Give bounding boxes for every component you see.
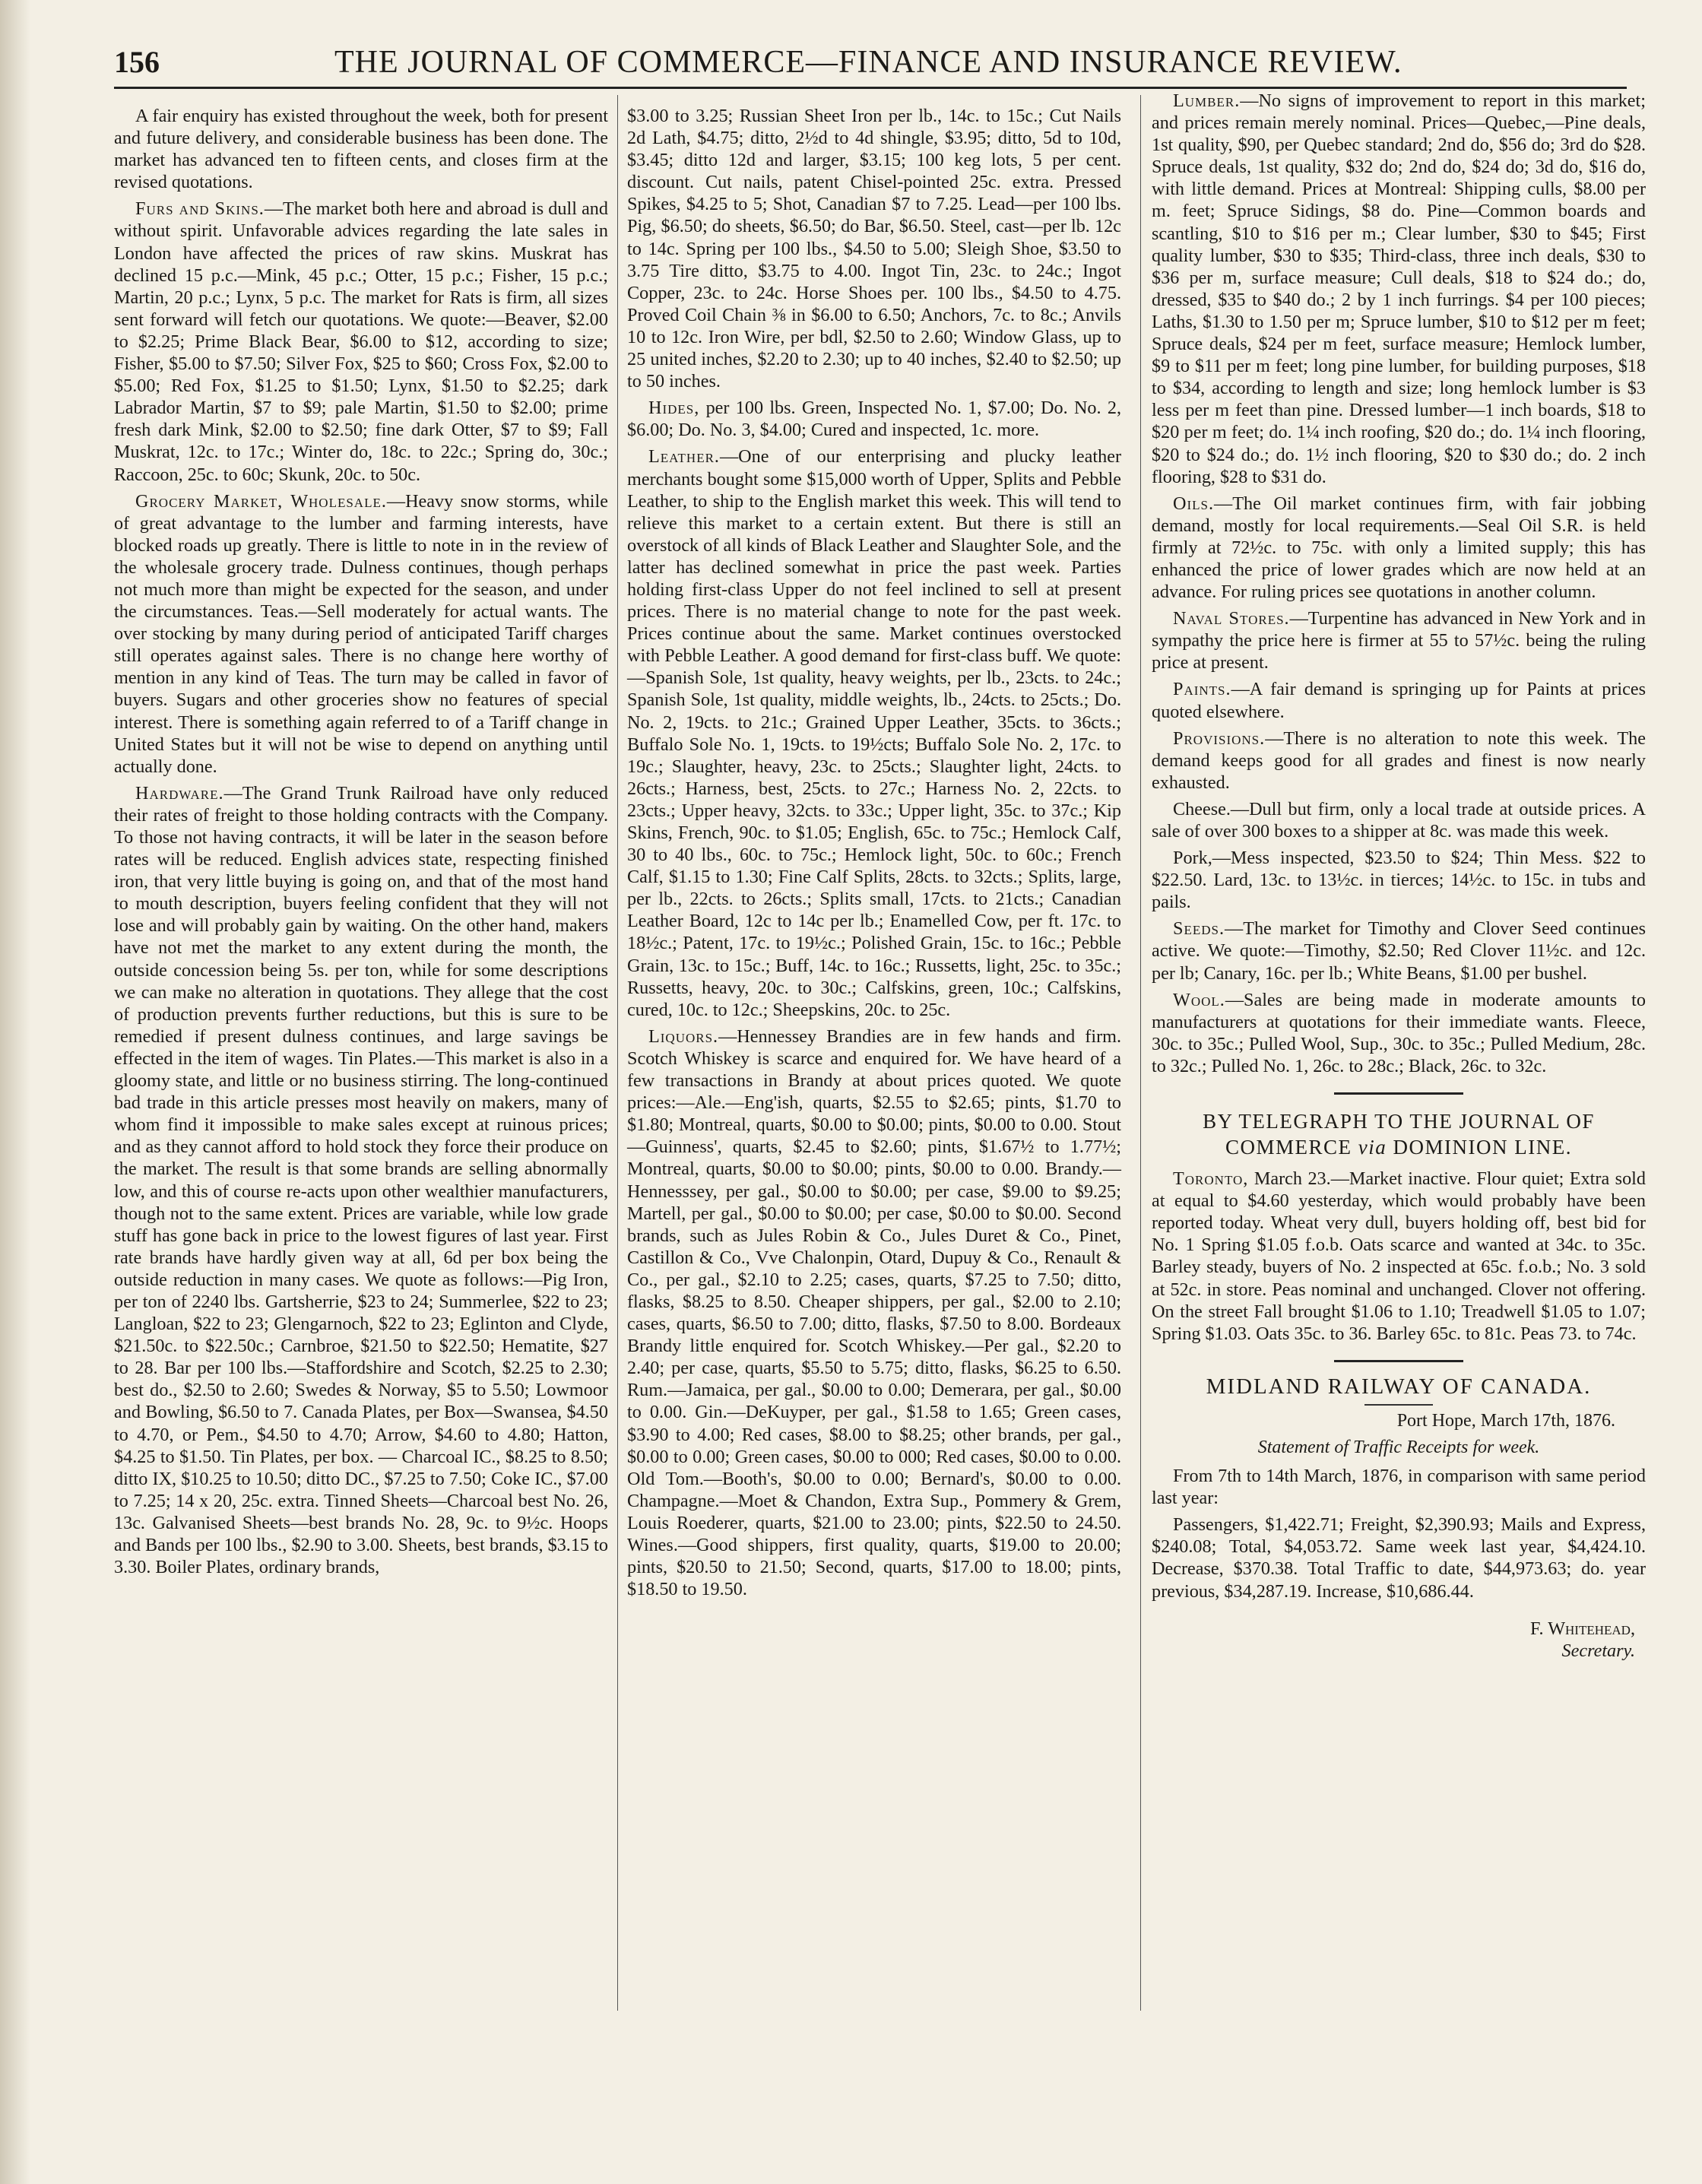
- seeds-text: —The market for Timothy and Clover Seed continues active. We quote:—Timothy, $2.50; Red Clover 11½c. and 12c. per lb; Canary, 16c. per lb.; White Beans, $1.00 per bushel.: [1152, 918, 1646, 984]
- pork-paragraph: Pork,—Mess inspected, $23.50 to $24; Thin Mess. $22 to $22.50. Lard, 13c. to 13½c. in tierces; 14½c. to 15c. in tubs and pails.: [1152, 848, 1646, 913]
- wool-heading: Wool.: [1173, 989, 1225, 1010]
- telegraph-heading: [1152, 1108, 1646, 1160]
- oils-text: —The Oil market continues firm, with fair jobbing demand, mostly for local requirements.—Seal Oil S.R. is held firmly at 72½c. to 75c. with only a limited supply; this has enhanced the price of lower grades which are now held at an advance. For ruling prices see quotations in another column.: [1152, 493, 1646, 603]
- lumber-heading: Lumber.: [1173, 90, 1241, 111]
- naval-stores-text: —Turpentine has advanced in New York and in sympathy the price here is firmer at 55 to 57½c. being the ruling price at present.: [1152, 608, 1646, 674]
- column-left: [114, 105, 608, 1583]
- signature-role: Secretary.: [1561, 1640, 1635, 1661]
- grocery-heading: Grocery Market, Wholesale.: [135, 490, 387, 512]
- column-divider-2: [1140, 95, 1141, 2011]
- furs-text: —The market both here and abroad is dull and without spirit. Unfavorable advices regarding the late sales in London have affected the prices of raw skins. Muskrat has declined 15 p.c.—Mink, 45 p.c.; Otter, 15 p.c.; Fisher, 15 p.c.; Martin, 20 p.c.; Lynx, 5 p.c. The market for Rats is firm, all sizes sent forward will fetch our quotations. We quote:—Beaver, $2.00 to $2.25; Prime Black Bear, $6.00 to $12, according to size; Fisher, $5.00 to $7.50; Silver Fox, $25 to $60; Cross Fox, $2.00 to $5.00; Red Fox, $1.25 to $1.50; Lynx, $1.50 to $2.25; dark Labrador Martin, $7 to $9; pale Martin, $1.50 to $2.00; prime fresh dark Mink, $2.00 to $2.50; fine dark Otter, $7 to $9; Fall Muskrat, 12c. to 17c.; Winter do, 18c. to 22c.; Spring do, 30c.; Raccoon, 25c. to 60c; Skunk, 20c. to 50c.: [114, 198, 608, 485]
- hardware-text: —The Grand Trunk Railroad have only reduced their rates of freight to those holding contracts with the Company. To those not having contracts, it will be later in the season before rates will be reduced. English advices state, respecting finished iron, that very little buying is going on, and that of the most hand to mouth description, buyers feeling confident that they will not lose and will probably gain by waiting. On the other hand, makers have not met the market to any extent during the month, the outside concession being 5s. per ton, while for some descriptions we can make no alteration in quotations. They allege that the cost of production prevents further reductions, but this is sure to be remedied if present dulness continues, and large savings be effected in the item of wages. Tin Plates.—This market is also in a gloomy state, and little or no business stirring. The long-continued bad trade in this article presses most heavily on makers, many of whom find it impossible to make sales except at ruinous prices; and as they cannot afford to hold stock they force their produce on the market. The result is that some brands are selling abnormally low, and this of course re-acts upon other wealthier manufacturers, though not to the same extent. Prices are variable, while low grade stuff has gone back in price to the lowest figures of last year. First rate brands have hardly given way at all, 6d per box being the outside reduction in many cases. We quote as follows:—Pig Iron, per ton of 2240 lbs. Gartsherrie, $23 to 24; Summerlee, $22 to 23; Langloan, $22 to 23; Glengarnoch, $22 to 23; Eglinton and Clyde, $21.50c. to $22.50c.; Carnbroe, $21.50 to $22.50; Hematite, $27 to 28. Bar per 100 lbs.—Staffordshire and Scotch, $2.25 to 2.30; best do., $2.50 to 2.60; Swedes & Norway, $5 to 5.50; Lowmoor and Bowling, $6.50 to 7. Canada Plates, per Box—Swansea, $4.50 to 4.70, or Pem., $4.50 to 4.70; Arrow, $4.60 to 4.80; Hatton, $4.25 to $1.50. Tin Plates, per box. — Charcoal IC., $8.25 to 8.50; ditto IX, $10.25 to 10.50; ditto DC., $7.25 to 7.50; Coke IC., $7.00 to 7.25; 14 x 20, 25c. extra. Tinned Sheets—Charcoal best No. 26, 13c. Galvanised Sheets—best brands No. 28, 9c. to 9½c. Hoops and Bands per 100 lbs., $2.90 to 3.00. Sheets, best brands, $3.15 to 3.30. Boiler Plates, ordinary brands,: [114, 782, 608, 1578]
- cheese-paragraph: Cheese.—Dull but firm, only a local trade at outside prices. A sale of over 300 boxes to a shipper at 8c. was made this week.: [1152, 798, 1646, 842]
- hardware-continued-paragraph: $3.00 to 3.25; Russian Sheet Iron per lb., 14c. to 15c.; Cut Nails 2d Lath, $4.75; ditto, 2½d to 4d shingle, $3.95; ditto, 5d to 10d, $3.45; ditto 12d and larger, $3.15; 100 keg lots, 5 per cent. discount. Cut nails, patent Chisel-pointed 25c. extra. Pressed Spikes, $4.25 to 5; Shot, Canadian $7 to 7.25. Lead—per 100 lbs. Pig, $6.50; do sheets, $6.50; do Bar, $6.50. Steel, cast—per lb. 12c to 14c. Spring per 100 lbs., $4.50 to 5.00; Sleigh Shoe, $3.50 to 3.75 Tire ditto, $3.75 to 4.00. Ingot Tin, 23c. to 24c.; Ingot Copper, 23c. to 24c. Horse Shoes per. 100 lbs., $4.50 to 4.75. Proved Coil Chain ⅜ in $6.00 to 6.50; Anchors, 7c. to 8c.; Anvils 10 to 12c. Iron Wire, per bdl, $2.50 to 2.60; Window Glass, up to 25 united inches, $2.20 to 2.30; up to 40 inches, $2.40 to $2.50; up to 50 inches.: [627, 106, 1121, 392]
- wool-paragraph: [1152, 989, 1646, 1077]
- column-right: [1152, 90, 1646, 1662]
- midland-dateline: Port Hope, March 17th, 1876.: [1396, 1410, 1615, 1431]
- midland-railway-title: MIDLAND RAILWAY OF CANADA.: [1206, 1374, 1592, 1399]
- hides-text: per 100 lbs. Green, Inspected No. 1, $7.00; Do. No. 2, $6.00; Do. No. 3, $4.00; Cured and inspected, 1c. more.: [627, 398, 1121, 441]
- seeds-heading: Seeds.: [1173, 918, 1225, 940]
- grocery-text: —Heavy snow storms, while of great advantage to the lumber and farming interests, have blocked roads up greatly. There is little to note in in the review of the wholesale grocery trade. Dulness continues, though perhaps not much more than might be expected for the season, and under the circumstances. Teas.—Sell moderately for actual wants. The over stocking by many during period of anticipated Tariff charges still operates against sales. There is no change here worthy of mention in any kind of Teas. The turn may be called in favor of buyers. Sugars and other groceries show no features of special interest. There is something again referred to of a Tariff change in United States but it will not be wise to depend on anything until actually done.: [114, 490, 608, 777]
- hardware-paragraph: [114, 782, 608, 1578]
- paints-paragraph: [1152, 678, 1646, 722]
- column-middle: [627, 105, 1121, 1605]
- hardware-heading: Hardware.: [135, 782, 224, 804]
- telegraph-heading-line1: BY TELEGRAPH TO THE JOURNAL OF: [1203, 1110, 1595, 1133]
- furs-heading: Furs and Skins.: [135, 198, 265, 220]
- midland-period: From 7th to 14th March, 1876, in comparison with same period last year:: [1152, 1466, 1646, 1509]
- leather-heading: Leather.: [648, 446, 720, 468]
- telegraph-heading-commerce: COMMERCE: [1225, 1136, 1358, 1159]
- provisions-heading: Provisions.: [1173, 727, 1266, 749]
- naval-stores-paragraph: [1152, 607, 1646, 674]
- toronto-text: March 23.—Market inactive. Flour quiet; Extra sold at equal to $4.60 yesterday, which would probably have been reported today. Wheat very dull, buyers holding off, best bid for No. 1 Spring $1.05 f.o.b. Oats scarce and wanted at 34c. to 35c. Barley steady, buyers of No. 2 inspected at 65c. f.o.b.; No. 3 sold at 52c. in store. Peas nominal and unchanged. Clover not offering. On the street Fall brought $1.06 to 1.10; Treadwell $1.05 to 1.07; Spring $1.03. Oats 35c. to 36. Barley 65c. to 81c. Peas 73. to 74c.: [1152, 1168, 1646, 1344]
- hides-heading: Hides,: [648, 398, 700, 419]
- naval-stores-heading: Naval Stores.: [1173, 608, 1290, 629]
- liquors-paragraph: [627, 1025, 1121, 1600]
- hides-paragraph: [627, 397, 1121, 441]
- column-divider-1: [617, 95, 618, 2011]
- oils-heading: Oils.: [1173, 493, 1215, 514]
- lumber-paragraph: [1152, 90, 1646, 488]
- toronto-heading: Toronto,: [1173, 1168, 1249, 1190]
- seeds-paragraph: [1152, 918, 1646, 984]
- midland-rule: [1364, 1404, 1433, 1406]
- liquors-text: —Hennessey Brandies are in few hands and firm. Scotch Whiskey is scarce and enquired for. We have heard of a few transactions in Brandy at about prices quoted. We quote prices:—Ale.—Eng'ish, quarts, $2.55 to $2.65; pints, $1.70 to $1.80; Montreal, quarts, $0.00 to $0.00; pints, $0.00 to 0.00. Stout—Guinness', quarts, $2.45 to $2.60; pints, $1.67½ to 1.77½; Montreal, quarts, $0.00 to $0.00; pints, $0.00 to 0.00. Brandy.—Hennesssey, per gal., $0.00 to $0.00; per case, $9.00 to $9.25; Martell, per gal., $0.00 to $0.00; per case, $0.00 to $0.00. Second brands, such as Jules Robin & Co., Jules Duret & Co., Pinet, Castillon & Co., Vve Chalonpin, Otard, Dupuy & Co., Renault & Co., per gal., $2.10 to 2.25; cases, quarts, $7.25 to 7.50; ditto, flasks, $8.25 to 8.50. Cheaper shippers, per gal., $2.00 to 2.10; cases, quarts, $6.50 to 7.00; ditto, flasks, $7.50 to 8.00. Bordeaux Brandy little enquired for. Scotch Whiskey.—Per gal., $2.20 to 2.40; per case, quarts, $5.50 to 5.75; ditto, flasks, $6.25 to 6.50. Rum.—Jamaica, per gal., $0.00 to 0.00; Demerara, per gal., $0.00 to 0.00. Gin.—DeKuyper, per gal., $1.58 to 1.65; Green cases, $3.90 to 4.00; Red cases, $8.00 to $8.25; other brands, per gal., $0.00 to 0.00; Green cases, $0.00 to 000; Red cases, $0.00 to 0.00. Old Tom.—Booth's, $0.00 to 0.00; Bernard's, $0.00 to 0.00. Champagne.—Moet & Chandon, Extra Sup., Pommery & Grem, Louis Roederer, quarts, $21.00 to 23.00; pints, $22.50 to 24.50. Wines.—Good shippers, first quality, quarts, $19.00 to 20.00; pints, $20.50 to 21.50; Second, quarts, $17.00 to 18.00; pints, $18.50 to 19.50.: [627, 1025, 1121, 1600]
- grocery-paragraph: [114, 490, 608, 778]
- furs-paragraph: [114, 198, 608, 485]
- paints-heading: Paints.: [1173, 679, 1231, 700]
- leather-paragraph: [627, 445, 1121, 1020]
- liquors-heading: Liquors.: [648, 1025, 719, 1047]
- midland-figures: Passengers, $1,422.71; Freight, $2,390.93; Mails and Express, $240.08; Total, $4,053.72. Same week last year, $4,424.10. Decrease, $370.38. Total Traffic to date, $44,973.63; do. year previous, $34,287.19. Increase, $10,686.44.: [1152, 1514, 1646, 1602]
- market-intro-paragraph: A fair enquiry has existed throughout the week, both for present and future delivery, and considerable business has been done. The market has advanced ten to fifteen cents, and closes firm at the revised quotations.: [114, 106, 608, 193]
- oils-paragraph: [1152, 493, 1646, 603]
- telegraph-heading-via: via: [1358, 1136, 1387, 1159]
- telegraph-heading-line: DOMINION LINE.: [1387, 1136, 1572, 1159]
- midland-statement-title: Statement of Traffic Receipts for week.: [1257, 1437, 1540, 1457]
- toronto-report-paragraph: [1152, 1168, 1646, 1345]
- provisions-paragraph: [1152, 727, 1646, 794]
- wool-text: —Sales are being made in moderate amounts to manufacturers at quotations for their immediate wants. Fleece, 30c. to 35c.; Pulled Wool, Sup., 30c. to 35c.; Pulled Medium, 28c. to 32c.; Pulled No. 1, 26c. to 28c.; Black, 26c. to 32c.: [1152, 989, 1646, 1076]
- leather-text: —One of our enterprising and plucky leather merchants bought some $15,000 worth of Upper, Splits and Pebble Leather, to ship to the English market this week. This will tend to relieve this market to a certain extent. But there is still an overstock of all kinds of Black Leather and Slaughter Sole, and the latter has declined somewhat in price the past week. Parties holding first-class Upper do not feel inclined to sell at present prices. There is no material change to note for the past week. Prices continue about the same. Market continues overstocked with Pebble Leather. A good demand for first-class buff. We quote:—Spanish Sole, 1st quality, heavy weights, per lb., 23cts. to 24c.; Spanish Sole, 1st quality, middle weights, lb., 24cts. to 25cts.; Do. No. 2, 19cts. to 21c.; Grained Upper Leather, 35cts. to 36cts.; Buffalo Sole No. 1, 19cts. to 19½cts; Buffalo Sole No. 2, 17c. to 19c.; Slaughter, heavy, 23c. to 25cts.; Slaughter light, 24cts. to 26cts.; Harness, best, 25cts. to 27c.; Harness No. 2, 22cts. to 23cts.; Upper heavy, 32cts. to 33c.; Upper light, 35c. to 37c.; Kip Skins, French, 90c. to $1.05; English, 65c. to 75c.; Hemlock Calf, 30 to 40 lbs., 60c. to 75c.; Hemlock light, 50c. to 60c.; French Calf, $1.15 to 1.30; Fine Calf Splits, 28cts. to 32cts.; Splits, large, per lb., 22cts. to 26cts.; Splits small, 17cts. to 21cts.; Canadian Leather Board, 12c to 14c per lb.; Enamelled Cow, per ft. 17c. to 18½c.; Patent, 17c. to 19½c.; Polished Grain, 15c. to 16c.; Pebble Grain, 13c. to 15c.; Buff, 14c. to 16c.; Russetts, light, 25c. to 35c.; Russetts, heavy, 20c. to 30c.; Calfskins, green, 10c.; Calfskins, cured, 10c. to 12c.; Sheepskins, 20c. to 25c.: [627, 446, 1121, 1020]
- paints-text: —A fair demand is springing up for Paints at prices quoted elsewhere.: [1152, 679, 1646, 722]
- lumber-text: —No signs of improvement to report in this market; and prices remain merely nominal. Prices—Quebec,—Pine deals, 1st quality, $90, per Quebec standard; 2nd do, $56 do; 3rd do $28. Spruce deals, 1st quality, $32 do; 2nd do, $24 do; 3d do, $16 do, with little demand. Prices at Montreal: Shipping culls, $8.00 per m. feet; Spruce Sidings, $8 do. Pine—Common boards and scantling, $10 to $16 per m.; Clear lumber, $30 to $45; First quality lumber, $30 to $35; Third-class, three inch deals, $30 to $36 per m, surface measure; Cull deals, $18 to $24 do.; do, dressed, $35 to $40 do.; 2 by 1 inch furrings. $4 per 100 pieces; Laths, $1.30 to 1.50 per m; Spruce lumber, $10 to $12 per m feet; Spruce deals, $24 per m feet, surface measure; Hemlock lumber, $9 to $11 per m feet; long pine lumber, for building purposes, $18 to $34, according to length and size; long hemlock lumber is $3 less per m feet than pine. Dressed lumber—1 inch boards, $18 to $20 per m feet; do. 1¼ inch roofing, $20 do.; do. 1¼ inch flooring, $20 to $24 do.; do. 1½ inch flooring, $20 to $30 do.; do. 2 inch flooring, $28 to $31 do.: [1152, 90, 1646, 487]
- page-number: 156: [114, 45, 160, 79]
- section-rule: [1334, 1092, 1463, 1095]
- signature-name: F. Whitehead,: [1530, 1618, 1635, 1639]
- section-rule-2: [1334, 1360, 1463, 1362]
- page-binding-edge: [0, 0, 30, 2184]
- running-header: [114, 40, 1627, 89]
- telegraph-heading-line2: [1152, 1134, 1646, 1160]
- journal-title: THE JOURNAL OF COMMERCE—FINANCE AND INSURANCE REVIEW.: [334, 45, 1402, 80]
- provisions-text: —There is no alteration to note this week. The demand keeps good for all grades and finest is now nearly exhausted.: [1152, 727, 1646, 793]
